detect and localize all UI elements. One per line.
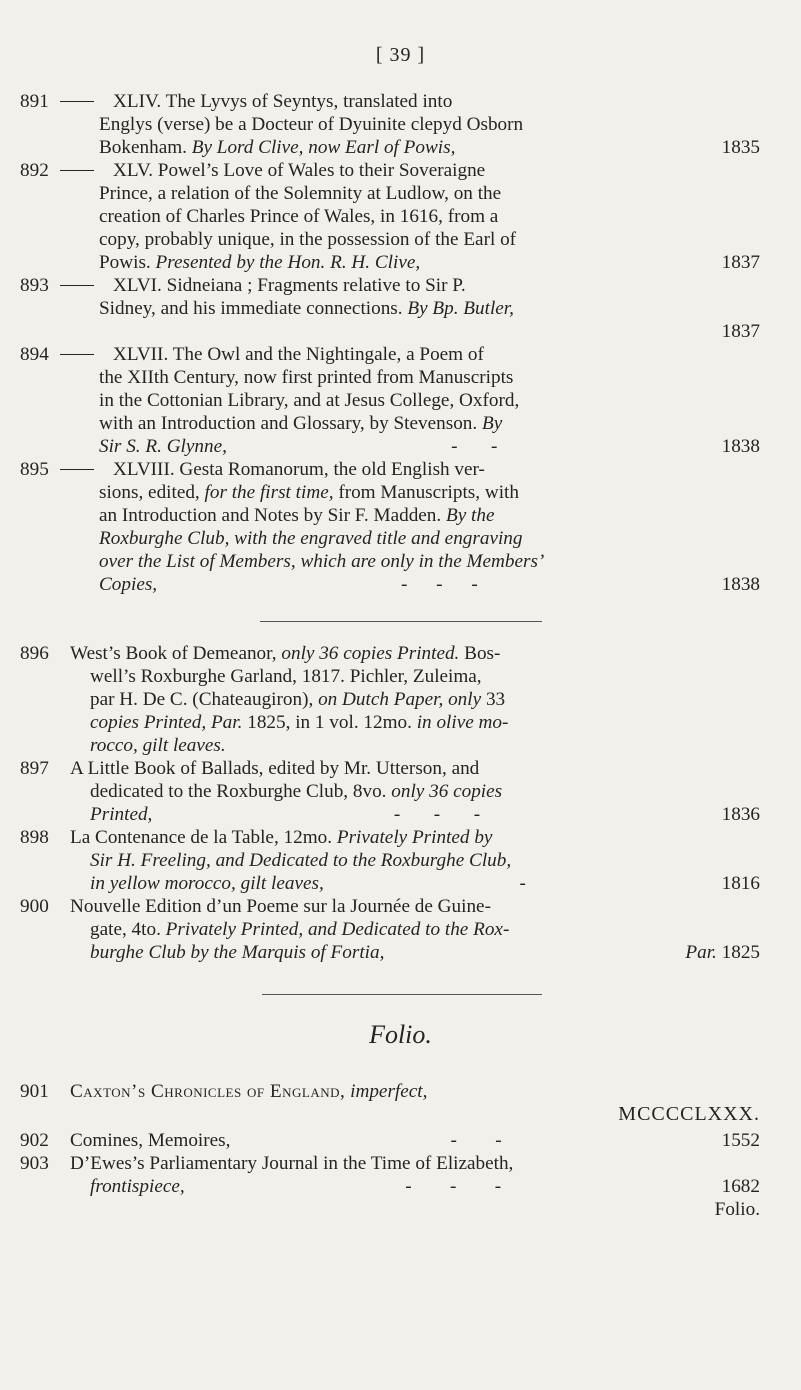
entry-number: 901 xyxy=(20,1081,49,1102)
catalog-entry-896: 896 West’s Book of Demeanor, only 36 copies Printed. Bos- well’s Roxburghe Garland, 1817. Pichler, Zuleima, par H. De C. (Chateaugiron), on Dutch Paper, only 33 copies Printed, Par. 1825, in 1 vol. 12mo. in olive mo- rocco, gilt leaves. xyxy=(20,643,509,756)
section-divider xyxy=(260,621,542,622)
entry-number: 895 xyxy=(20,459,49,480)
entry-year: 1836 xyxy=(721,804,760,825)
catalog-entry-891: 891 XLIV. The Lyvys of Seyntys, translated into Englys (verse) be a Docteur of Dyuinite clepyd Osborn Bokenham. By Lord Clive, now Earl of Powis, 1835 xyxy=(20,91,760,158)
entry-number: 893 xyxy=(20,275,49,296)
entry-year: MCCCCLXXX. xyxy=(618,1103,760,1125)
ditto-dash xyxy=(60,101,94,102)
catalog-entry-903: 903 D’Ewes’s Parliamentary Journal in the Time of Elizabeth, frontispiece, - - - 1682 Folio. xyxy=(20,1153,760,1220)
ditto-dash xyxy=(60,170,94,171)
catalog-entry-901: 901 Caxton’s Chronicles of England, imperfect, MCCCCLXXX. xyxy=(20,1081,760,1125)
ditto-dash xyxy=(60,469,94,470)
entry-year: 1837 xyxy=(721,252,760,273)
entry-number: 896 xyxy=(20,643,49,664)
ditto-dash xyxy=(60,285,94,286)
catalog-entry-900: 900 Nouvelle Edition d’un Poeme sur la Journée de Guine- gate, 4to. Privately Printed, and Dedicated to the Rox- burghe Club by the Marquis of Fortia, Par. 1825 xyxy=(20,896,760,963)
catalog-entry-894: 894 XLVII. The Owl and the Nightingale, a Poem of the XIIth Century, now first printed from Manuscripts in the Cottonian Library, and at Jesus College, Oxford, with an Introduction and Glossary, by Stevenson. By Sir S. R. Glynne, - - 1838 xyxy=(20,344,760,457)
format-label: Folio. xyxy=(714,1199,760,1220)
catalog-entry-892: 892 XLV. Powel’s Love of Wales to their Soveraigne Prince, a relation of the Solemnity at Ludlow, on the creation of Charles Prince of Wales, in 1616, from a copy, probably unique, in the possession of the Earl of Powis. Presented by the Hon. R. H. Clive, 1837 xyxy=(20,160,760,273)
entry-number: 900 xyxy=(20,896,49,917)
catalog-entry-897: 897 A Little Book of Ballads, edited by Mr. Utterson, and dedicated to the Roxburghe Club, 8vo. only 36 copies Printed, - - - 1836 xyxy=(20,758,760,825)
entry-year: 1835 xyxy=(721,137,760,158)
entry-year: 1552 xyxy=(721,1130,760,1151)
page-number: [ 39 ] xyxy=(375,44,426,66)
entry-year: 1682 xyxy=(721,1176,760,1197)
entry-number: 903 xyxy=(20,1153,49,1174)
ditto-dash xyxy=(60,354,94,355)
entry-text: D’Ewes’s Parliamentary Journal in the Time of Elizabeth, xyxy=(70,1153,514,1174)
entry-year: 1816 xyxy=(721,873,760,894)
entry-year: 1837 xyxy=(721,321,760,342)
entry-number: 902 xyxy=(20,1130,49,1151)
entry-number: 891 xyxy=(20,91,49,112)
entry-year: Par. 1825 xyxy=(685,942,760,963)
section-title: Folio. xyxy=(369,1020,432,1049)
catalog-entry-895: 895 XLVIII. Gesta Romanorum, the old English ver- sions, edited, for the first time, from Manuscripts, with an Introduction and Notes by Sir F. Madden. By the Roxburghe Club, with the engraved title and engraving over the List of Members, which are only in the Members’ Copies, - - - 1838 xyxy=(20,459,760,595)
catalog-entry-898: 898 La Contenance de la Table, 12mo. Privately Printed by Sir H. Freeling, and Dedicated to the Roxburghe Club, in yellow morocco, gilt leaves, - 1816 xyxy=(20,827,760,894)
catalog-entry-902: 902 Comines, Memoires, - - 1552 xyxy=(20,1130,760,1151)
entry-number: 898 xyxy=(20,827,49,848)
catalog-entry-893: 893 XLVI. Sidneiana ; Fragments relative to Sir P. Sidney, and his immediate connections. By Bp. Butler, 1837 xyxy=(20,275,760,342)
entry-number: 894 xyxy=(20,344,49,365)
entry-year: 1838 xyxy=(721,436,760,457)
section-divider xyxy=(262,994,542,995)
entry-number: 892 xyxy=(20,160,49,181)
entry-number: 897 xyxy=(20,758,49,779)
entry-year: 1838 xyxy=(721,574,760,595)
